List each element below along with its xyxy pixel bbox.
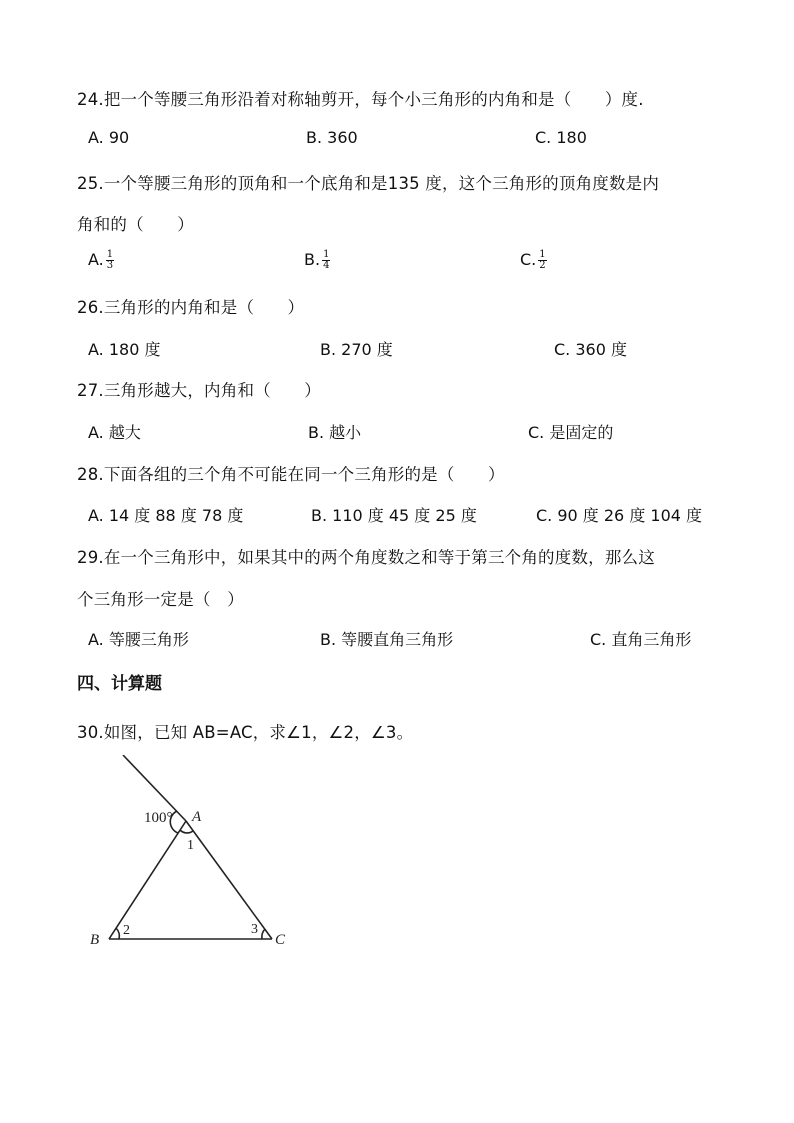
question-26-text: 26.三角形的内角和是（ ） [77,298,305,317]
q28-option-b: B. 110 度 45 度 25 度 [311,506,477,525]
fraction-numerator: 1 [539,249,546,260]
q26-option-a: A. 180 度 [88,340,161,359]
question-24-text: 24.把一个等腰三角形沿着对称轴剪开，每个小三角形的内角和是（ ）度. [77,90,644,109]
q25-option-c-label: C. [520,250,537,269]
q28-option-c: C. 90 度 26 度 104 度 [536,506,703,525]
question-25-text-line2: 角和的（ ） [77,215,194,234]
q24-option-a: A. 90 [88,128,130,147]
angle-arc-1 [180,830,193,833]
angle-label-1: 1 [187,838,194,853]
angle-arc-2 [116,928,119,939]
angle-label-100: 100° [144,810,173,826]
q27-option-c: C. 是固定的 [528,423,614,442]
fraction-numerator: 1 [106,249,114,260]
q25-option-b [304,250,330,271]
fraction-denominator: 4 [323,260,330,271]
q29-option-a: A. 等腰三角形 [88,630,189,649]
q28-option-a: A. 14 度 88 度 78 度 [88,506,244,525]
q25-option-c [520,250,547,271]
q27-option-b: B. 越小 [308,423,362,442]
fraction [322,250,330,271]
q29-option-c: C. 直角三角形 [590,630,692,649]
side-ac [186,821,272,939]
q24-option-c: C. 180 [535,128,587,147]
question-28-text: 28.下面各组的三个角不可能在同一个三角形的是（ ） [77,465,505,484]
angle-arc-3 [262,929,265,939]
q29-option-b: B. 等腰直角三角形 [320,630,454,649]
fraction-numerator: 1 [323,249,330,260]
angle-label-2: 2 [123,923,130,938]
question-25-text-line1: 25.一个等腰三角形的顶角和一个底角和是135 度，这个三角形的顶角度数是内 [77,174,660,193]
q24-option-b: B. 360 [306,128,358,147]
q27-option-a: A. 越大 [88,423,141,442]
vertex-label-a: A [192,809,202,825]
triangle-figure [76,755,296,955]
angle-label-3: 3 [251,922,258,937]
vertex-label-b: B [90,932,100,948]
q26-option-c: C. 360 度 [554,340,627,359]
fraction-denominator: 2 [539,260,546,271]
question-29-text-line1: 29.在一个三角形中，如果其中的两个角度数之和等于第三个角的度数，那么这 [77,548,655,567]
q25-option-a-label: A. [88,250,104,269]
vertex-label-c: C [275,932,286,948]
fraction [538,250,546,271]
question-30-text: 30.如图，已知 AB=AC，求∠1，∠2，∠3。 [77,723,414,742]
q25-option-a [88,250,114,271]
fraction-denominator: 3 [106,260,114,271]
fraction [106,250,114,271]
q26-option-b: B. 270 度 [320,340,393,359]
question-29-text-line2: 个三角形一定是（ ） [77,590,244,609]
question-27-text: 27.三角形越大，内角和（ ） [77,381,321,400]
q25-option-b-label: B. [304,250,321,269]
side-ab [109,821,186,939]
section-title: 四、计算题 [77,674,162,694]
